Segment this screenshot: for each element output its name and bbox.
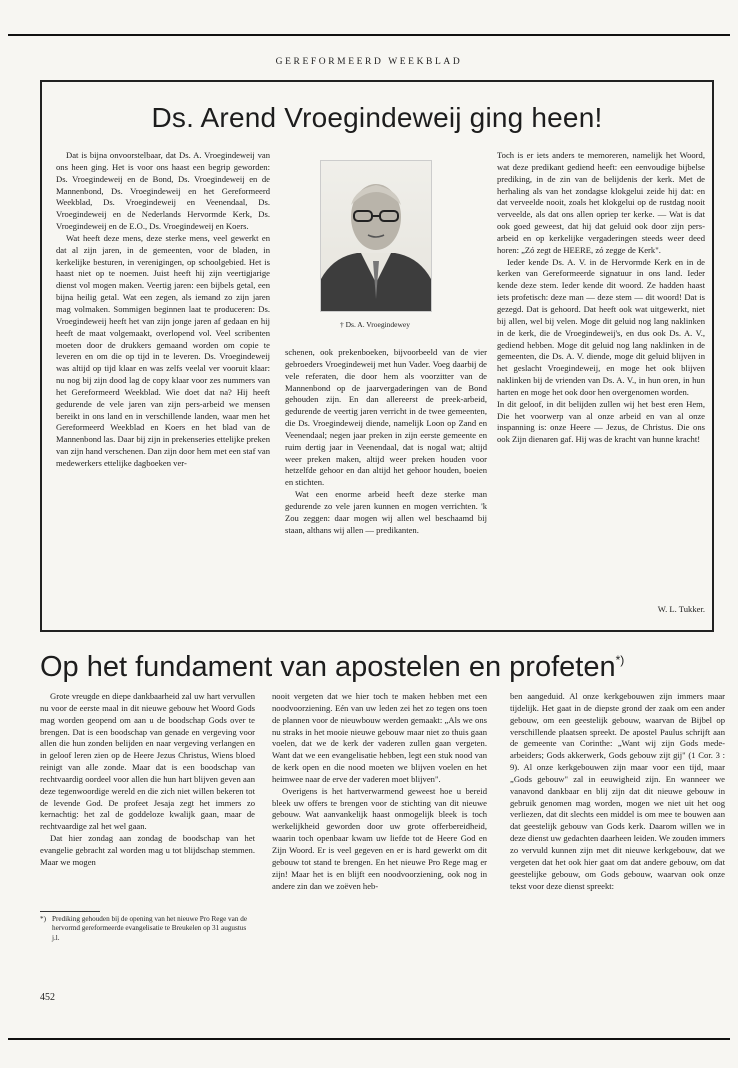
article1-c3-p1: Toch is er iets anders te memoreren, namelijk het Woord, wat deze predikant gediend heeft: een eenvoudige bijbelse prediking, in de zin van de belijdenis der kerk. Met de herhaling als van het zondagse klokgelui zeide hij dat: en dat verveelde nooit, zoals het klokgelui op de rustdag nooit verveelde, als dat ons allen opriep ter kerke. — Wat is dat ook goed geweest, dat hij dat geluid ook door zijn pers-arbeid en op kerkelijke vergaderingen steeds weer deed horen: „Zó zegt de HEERE, zó zegge de Kerk". xyxy=(497,150,705,255)
article2-column-1 xyxy=(40,691,255,909)
footnote-text: Prediking gehouden bij de opening van het nieuwe Pro Rege van de hervormd gereformeerde evangelisatie te Breukelen op 31 augustus j.l. xyxy=(52,915,248,942)
page-number: 452 xyxy=(40,992,55,1003)
article1-c3-p2: Ieder kende Ds. A. V. in de Hervormde Kerk en in de kerken van Gereformeerde signatuur in ons land. Ieder kende deze stem. Ieder kende dit woord. Ze hadden haast iets profetisch: deze man — deze stem — dit woord! Dat is gezegd. Dat is gehoord. Dat heeft ook wat uitgewerkt, niet bij allen, wel bij velen. Moge dit geluid nog lang naklinken in de kerk, die de Vroegindeweij's, en dus ook Ds. A. V., gediend hebben. Moge dit geluid nog lang naklinken in de gemeenten, die Ds. A. V. diende, moge dit geluid blijven in het geslacht Vroegindeweij, en moge het ook blijven naklinken bij de vrienden van Ds. A. V., in hun oren, in hun harten en moge het ook door hen overgenomen worden. xyxy=(497,256,705,397)
article1-column-2 xyxy=(285,347,487,619)
article1-c2-p2: Wat een enorme arbeid heeft deze sterke man gedurende zo vele jaren kunnen en mogen verrichten. 'k Zou zeggen: daar mogen wij allen wel beschaamd bij staan, althans wij allen — predikanten. xyxy=(285,489,487,535)
article2-title-footnote-mark: *) xyxy=(615,653,625,667)
footnote-mark: *) xyxy=(40,915,46,923)
article2-c1-p1: Grote vreugde en diepe dankbaarheid zal uw hart vervullen nu voor de eerste maal in dit nieuwe gebouw het Woord Gods mag worden geopend om aan u de boodschap Gods over te brengen. Dat is een boodschap van genade en vergeving voor allen die hun zonden belijden en naar vergeving verlangen en in geloof leren zien op de Heere Jezus Christus, Wiens bloed reinigt van alle zonde. Maar dat is een boodschap van rechtvaardig oordeel voor allen die hun hart blijven geven aan deze tegenwoordige wereld en die zich niet willen bekeren tot de levende God. De profeet Jesaja zegt het immers zo kernachtig: het zal de goddeloze kwalijk gaan, maar de rechtvaardige zal het wel gaan. xyxy=(40,691,255,832)
article1-c1-p2: Wat heeft deze mens, deze sterke mens, veel gewerkt en dat al zijn jaren, in de gemeenten, voor de bladen, in kerkelijke besturen, in verenigingen, op schoolgebied. Het is haast niet op te noemen. Juist heeft hij zijn veertigjarige dienst vol mogen maken. Veertig jaren: een bijbels getal, een bijna heilig getal. Wat een zegen, als iemand zo zijn jaren mag volmaken. Sommigen beginnen laat te produceren: Ds. Vroegindeweij heeft het van zijn jonge jaren af gedaan en hij heeft de maat volgemaakt, overlopend vol. Veel scribenten moeten door de drukkers gemaand worden om copie te leveren en om die op tijd in te leveren. Ds. Vroegindeweij was altijd op tijd klaar en was zelfs veelal ver vooruit klaar: nu nog bij zijn dood lag de copy klaar voor zes nummers van het Gereformeerd Weekblad. Wie doet dat na? Hij heeft gedurende de vele jaren van zijn pers-arbeid we mensen bereikt in ons land en in verschillende landen, waar men het Gereformeerd Weekblad en Koers en het blad van de Mannenbond las. Daar bij zijn in prekenseries ettelijke preken van zijn hand verschenen. Dan zijn door hem met een staf van medewerkers ettelijke dagboeken ver- xyxy=(56,232,270,468)
portrait-photo xyxy=(320,160,432,312)
article1-column-3 xyxy=(497,150,705,620)
footnote-rule xyxy=(40,911,100,912)
article2-c2-p2: Overigens is het hartverwarmend geweest hoe u bereid bleek uw offers te brengen voor de stichting van dit nieuwe gebouw. Wat aanvankelijk haast onmogelijk bleek is toch werkelijkheid geworden door uw grote offerbereidheid, waarin toch openbaar kwam uw liefde tot de Heere God en Zijn Woord. Er is veel gegeven en er is hard gewerkt om dit gebouw tot stand te brengen. En het nieuwe Pro Rege mag er zijn! Maar het is en blijft een noodvoorziening, ook nog in andere zin dan we zoëven heb- xyxy=(272,785,487,891)
portrait-icon xyxy=(321,161,431,311)
top-rule xyxy=(8,34,730,36)
article1-c1-p1: Dat is bijna onvoorstelbaar, dat Ds. A. Vroegindeweij van ons heen ging. Het is voor ons haast een begrip geworden: Ds. Vroegindeweij en de Bond, Ds. Vroegindeweij en de Mannenbond, Ds. Vroegindeweij en het Gereformeerd Weekblad, Ds. Vroegindeweij en Veenendaal, Ds. Vroegindeweij en de Nederlands Hervormde Kerk, Ds. Vroegindeweij en de E.O., Ds. Vroegindeweij en Koers. xyxy=(56,150,270,232)
author-signature: W. L. Tukker. xyxy=(657,604,705,614)
running-header: GEREFORMEERD WEEKBLAD xyxy=(275,57,463,67)
article2-title-text: Op het fundament van apostelen en profeten xyxy=(40,651,616,683)
article2-c2-p1: nooit vergeten dat we hier toch te maken hebben met een noodvoorziening. Eén van uw leden zei het zo tegen ons toen de plannen voor de nieuwbouw werden gemaakt: „Als we ons nu straks in het mooie nieuwe gebouw maar niet zo thuis gaan voelen, dat we de kerk der vaderen zullen gaan vergeten. Want dat we een evangelisatie hebben, legt een stuk nood van de kerk open en die nood moeten we blijven voelen en het heimwee naar de erve der vaderen moet blijven". xyxy=(272,691,487,784)
article1-title: Ds. Arend Vroegindeweij ging heen! xyxy=(151,102,603,133)
article2-column-2 xyxy=(272,691,487,1011)
article2-column-3 xyxy=(510,691,725,1011)
footnote xyxy=(40,915,255,943)
article2-title xyxy=(40,651,738,684)
article2-c1-p2: Dat hier zondag aan zondag de boodschap van het evangelie gebracht zal worden mag u tot blijdschap stemmen. Maar we mogen xyxy=(40,833,255,867)
article1-column-1 xyxy=(56,150,270,620)
article1-c3-p3: In dit geloof, in dit belijden zullen wij het best eren Hem, Die het voorwerp van al onze arbeid en van al onze inspanning is: onze Heere — Jezus, de Christus. Die ons ook Zijn dienaren gaf. Hij was de kracht van hunne kracht! xyxy=(497,398,705,445)
bottom-rule xyxy=(8,1038,730,1040)
article1-c2-p1: schenen, ook prekenboeken, bijvoorbeeld van de vier gebroeders Vroegindeweij met hun Vader. Voeg daarbij de vele referaten, die door hem als voorzitter van de Mannenbond op de jaarvergaderingen van de Bond gehouden zijn. En dan allereerst de preek-arbeid, gedurende de veertig jaren verricht in de twee gemeenten, die Ds. Vroegindeweij diende, namelijk Loon op Zand en Veenendaal; negen jaar preken in zijn eerste gemeente en ruim dertig jaar in Veenendaal, dat is nogal wat; altijd weer preken maken, altijd weer preken houden voor hetzelfde gehoor en dan altijd het gehoor houden, boeien en stichten. xyxy=(285,347,487,488)
article2-c3-p1: ben aangeduid. Al onze kerkgebouwen zijn immers maar tijdelijk. Het gaat in de diepste grond der zaak om een ander gebouw, om een geestelijk gebouw, waarvan de Bijbel op verschillende plaatsen spreekt. De apostel Paulus schrijft aan de gemeente van Corinthe: „Want wij zijn Gods mede-arbeiders; Gods akkerwerk, Gods gebouw zijt gij" (1 Cor. 3 : 9). Al onze kerkgebouwen zijn maar voor een tijd, maar „Gods gebouw" zal in eeuwigheid zijn. En wanneer we vanavond dankbaar en blij zijn dat dit nieuwe gebouw in gebruik genomen mag worden, mogen we niet uit het oog verliezen, dat dit slechts een middel is om mee te bouwen aan dat geestelijk gebouw van Gods kerk. Daarom willen we in deze dienst uw gedachten daarheen leiden. We zouden immers zo vervuld kunnen zijn met dit nieuwe kerkgebouw, dat we vergeten dat het ook hier gaat om dat andere gebouw, om dat geestelijke gebouw, om Gods gebouw, waarvan ook onze tekst voor deze dienst spreekt: xyxy=(510,691,725,891)
photo-caption: † Ds. A. Vroegindewey xyxy=(339,320,411,329)
